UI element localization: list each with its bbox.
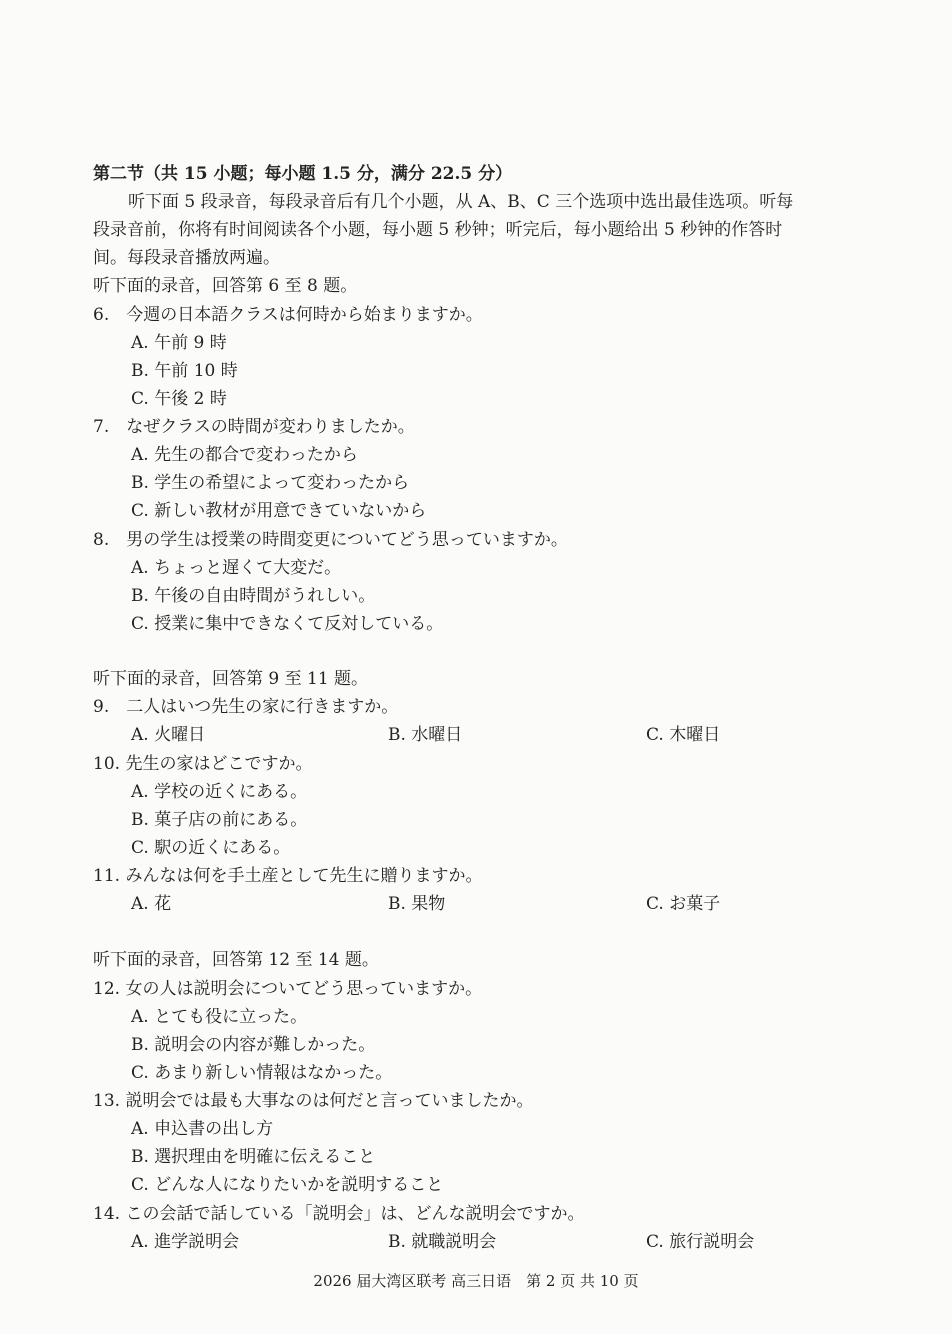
option-a: A. ちょっと遅くて大変だ。: [131, 558, 342, 578]
option-a: A. 午前 9 時: [131, 333, 227, 353]
option-c: C. 授業に集中できなくて反対している。: [131, 614, 444, 634]
option-c: C. どんな人になりたいかを説明すること: [131, 1175, 444, 1195]
option-b: B. 選択理由を明確に伝えること: [131, 1147, 376, 1167]
option-b: B. 水曜日: [388, 725, 463, 745]
option-b: B. 午後の自由時間がうれしい。: [131, 586, 376, 606]
option-c: C. 旅行説明会: [646, 1232, 755, 1252]
option-c: C. あまり新しい情報はなかった。: [131, 1063, 393, 1083]
question-stem: 13. 説明会では最も大事なのは何だと言っていましたか。: [93, 1091, 534, 1111]
question-stem: 10. 先生の家はどこですか。: [93, 754, 313, 774]
option-c: C. 駅の近くにある。: [131, 838, 291, 858]
instruction-line-2: 段录音前，你将有时间阅读各个小题，每小题 5 秒钟；听完后，每小题给出 5 秒钟的作答时: [93, 220, 783, 240]
option-b: B. 菓子店の前にある。: [131, 810, 308, 830]
option-c: C. 午後 2 時: [131, 389, 227, 409]
option-a: A. 申込書の出し方: [131, 1119, 274, 1139]
option-a: A. 先生の都合で変わったから: [131, 445, 358, 465]
option-a: A. 進学説明会: [131, 1232, 240, 1252]
option-b: B. 学生の希望によって変わったから: [131, 473, 410, 493]
question-stem: 8. 男の学生は授業の時間変更についてどう思っていますか。: [93, 530, 568, 550]
page-footer: 2026 届大湾区联考 高三日语 第 2 页 共 10 页: [313, 1272, 639, 1290]
option-c: C. 新しい教材が用意できていないから: [131, 501, 427, 521]
group-intro: 听下面的录音，回答第 6 至 8 题。: [93, 276, 358, 296]
question-stem: 6. 今週の日本語クラスは何時から始まりますか。: [93, 305, 483, 325]
group-intro: 听下面的录音，回答第 12 至 14 题。: [93, 950, 379, 970]
instruction-line-1: 听下面 5 段录音，每段录音后有几个小题，从 A、B、C 三个选项中选出最佳选项。听每: [128, 192, 794, 212]
question-stem: 9. 二人はいつ先生の家に行きますか。: [93, 697, 399, 717]
option-c: C. 木曜日: [646, 725, 721, 745]
group-intro: 听下面的录音，回答第 9 至 11 题。: [93, 669, 369, 689]
option-b: B. 午前 10 時: [131, 361, 238, 381]
instruction-line-3: 间。每段录音播放两遍。: [93, 248, 280, 268]
option-a: A. 学校の近くにある。: [131, 782, 308, 802]
question-stem: 11. みんなは何を手土産として先生に贈りますか。: [93, 866, 483, 886]
option-a: A. とても役に立った。: [131, 1007, 308, 1027]
question-stem: 14. この会話で話している「説明会」は、どんな説明会ですか。: [93, 1204, 585, 1224]
question-stem: 7. なぜクラスの時間が変わりましたか。: [93, 417, 415, 437]
option-b: B. 果物: [388, 894, 446, 914]
option-a: A. 火曜日: [131, 725, 206, 745]
option-b: B. 説明会の内容が難しかった。: [131, 1035, 376, 1055]
question-stem: 12. 女の人は説明会についてどう思っていますか。: [93, 979, 483, 999]
section-title: 第二节（共 15 小题；每小题 1.5 分，满分 22.5 分）: [93, 164, 513, 184]
option-a: A. 花: [131, 894, 172, 914]
option-c: C. お菓子: [646, 894, 721, 914]
option-b: B. 就職説明会: [388, 1232, 497, 1252]
